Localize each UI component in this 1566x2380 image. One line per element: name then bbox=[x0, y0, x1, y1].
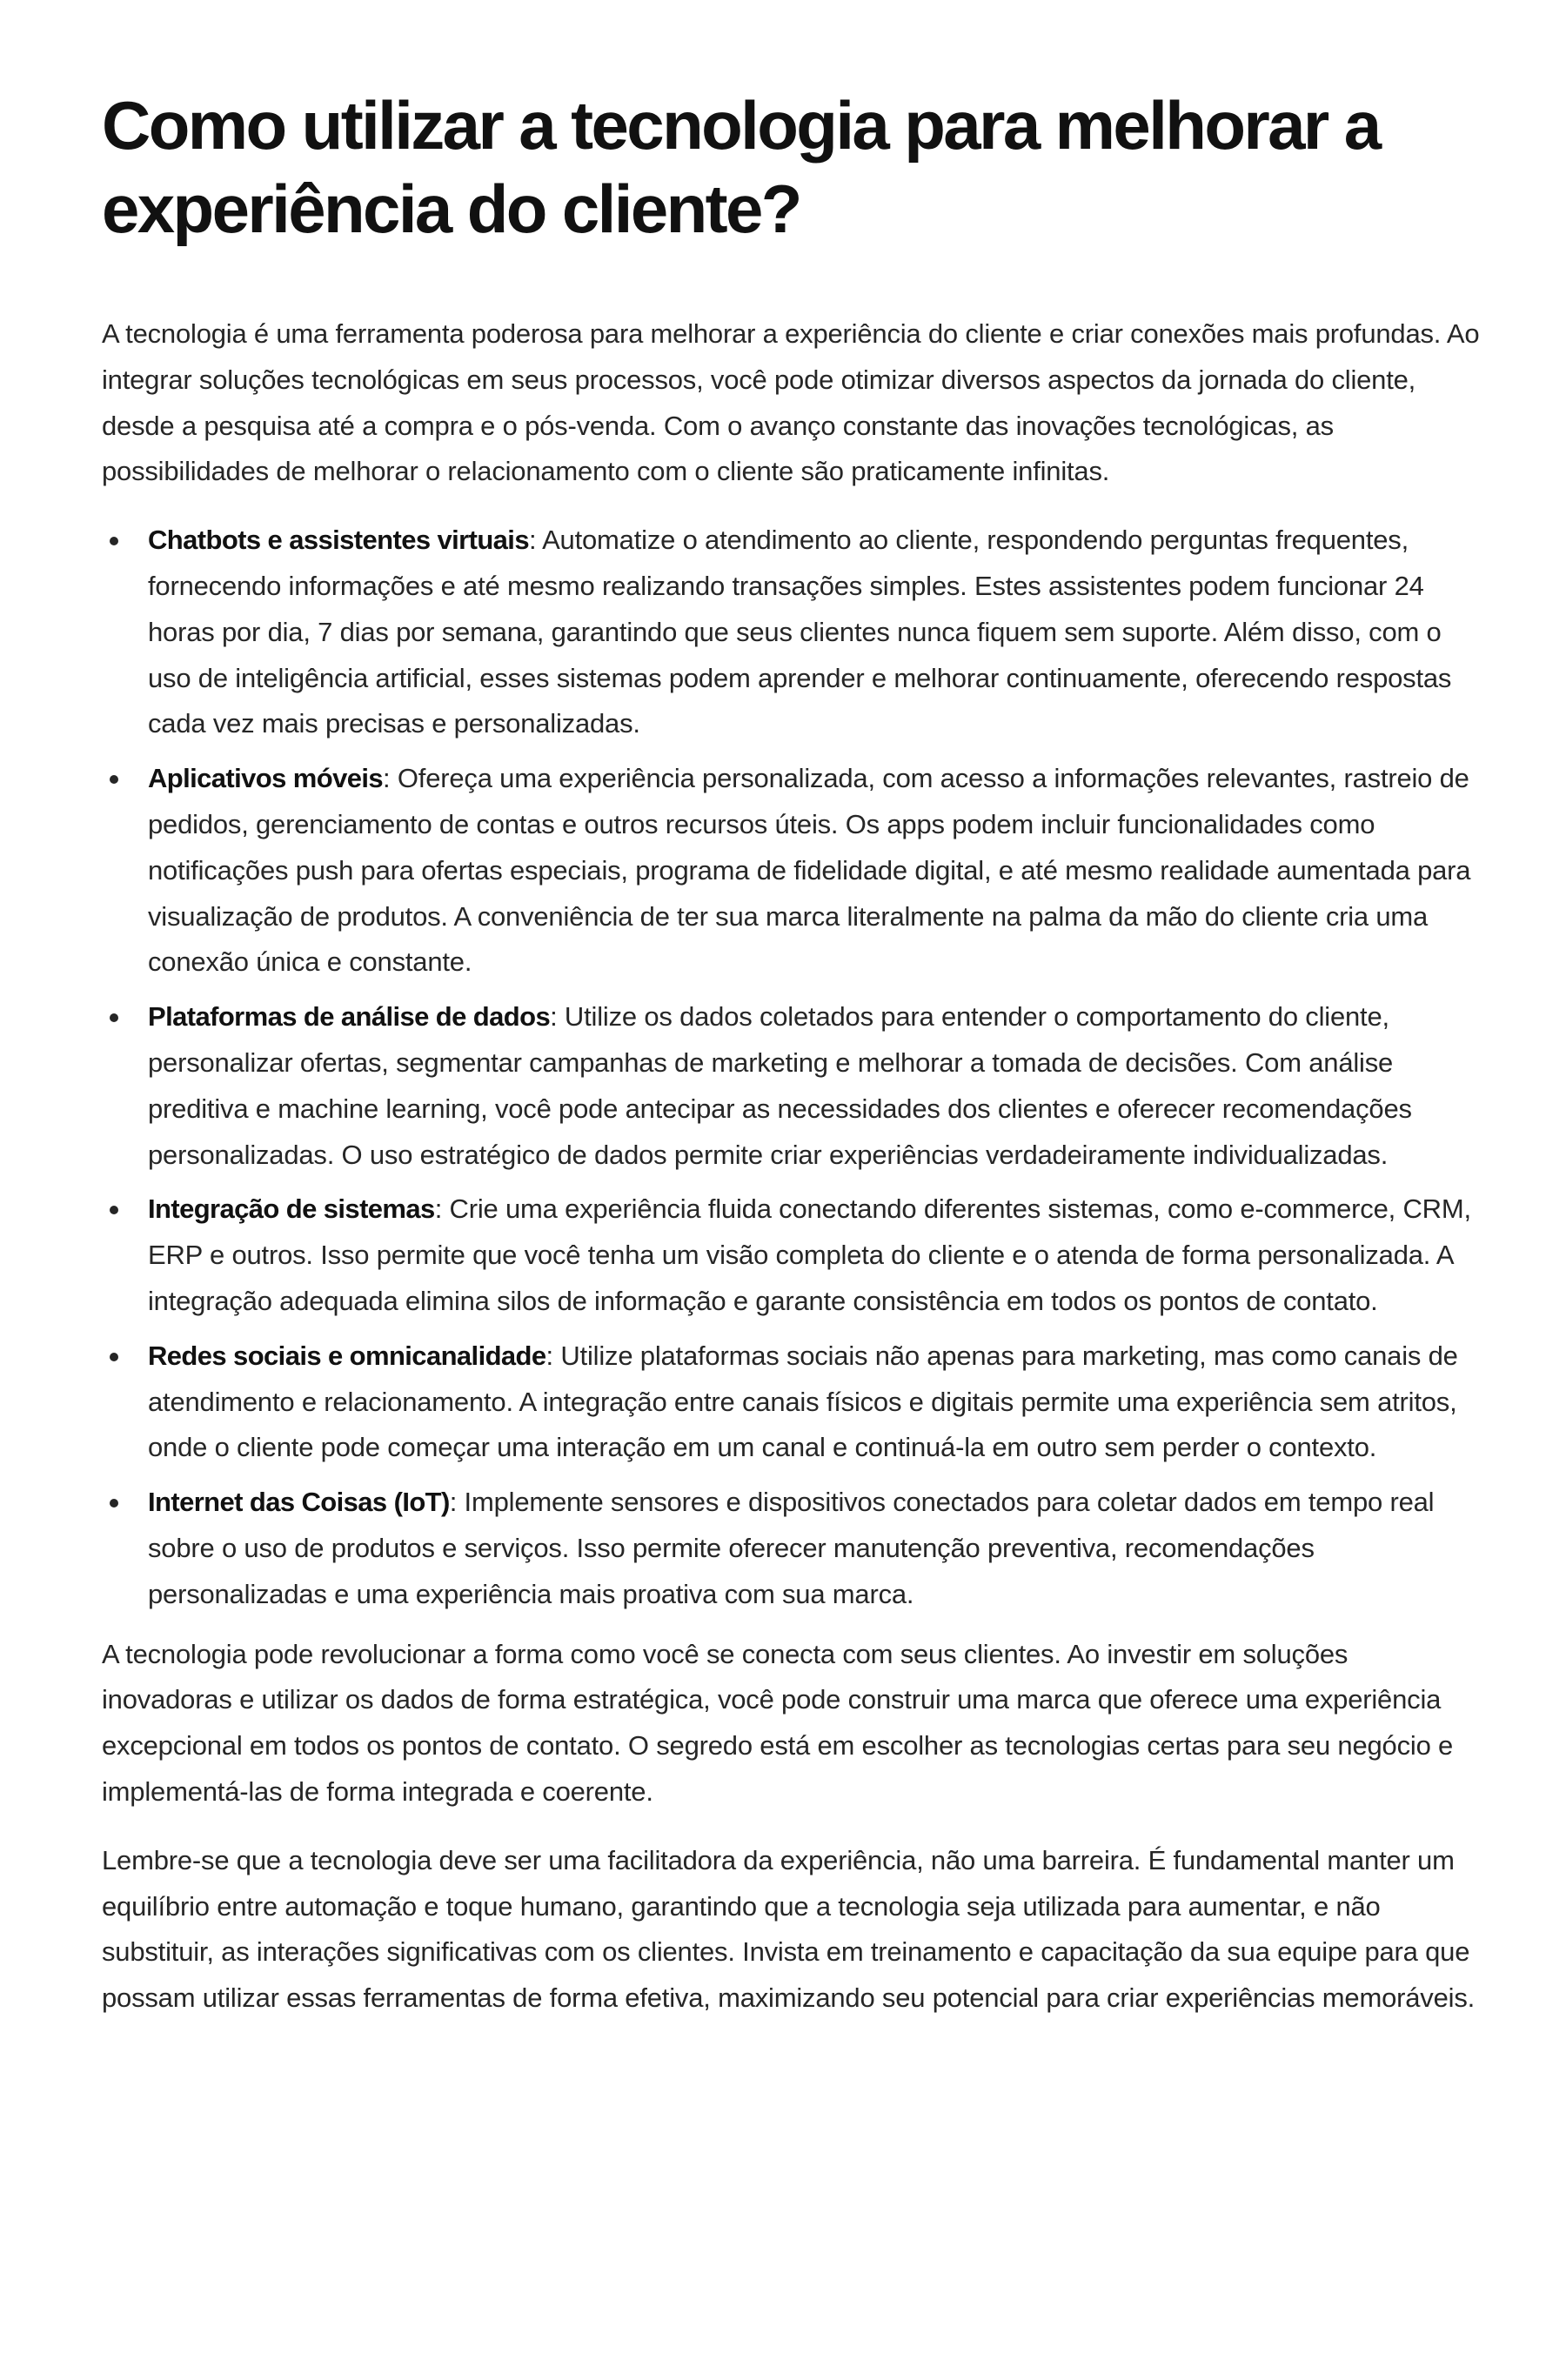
list-item-text: : Automatize o atendimento ao cliente, respondendo perguntas frequentes, fornecendo informações e até mesmo realizando transações simples. Estes assistentes podem funcionar 24 horas por dia, 7 dias por semana, garantindo que seus clientes nunca fiquem sem suporte. Além disso, com o uso de inteligência artificial, esses sistemas podem aprender e melhorar continuamente, oferecendo respostas cada vez mais precisas e personalizadas. bbox=[148, 525, 1452, 739]
list-item bbox=[102, 1187, 1485, 1324]
list-item-text: : Crie uma experiência fluida conectando diferentes sistemas, como e-commerce, CRM, ERP e outros. Isso permite que você tenha um visão completa do cliente e o atenda de forma personalizada. A integração adequada elimina silos de informação e garante consistência em todos os pontos de contato. bbox=[148, 1193, 1471, 1316]
closing-paragraph-1: A tecnologia pode revolucionar a forma como você se conecta com seus clientes. Ao investir em soluções inovadoras e utilizar os dados de forma estratégica, você pode construir uma marca que oferece uma experiência excepcional em todos os pontos de contato. O segredo está em escolher as tecnologias certas para seu negócio e implementá-las de forma integrada e coerente. bbox=[102, 1638, 1454, 1807]
technology-list bbox=[102, 518, 1485, 1617]
list-item bbox=[102, 518, 1485, 747]
list-item-term: Aplicativos móveis bbox=[148, 763, 384, 794]
list-item-text: : Implemente sensores e dispositivos conectados para coletar dados em tempo real sobre o uso de produtos e serviços. Isso permite oferecer manutenção preventiva, recomendações personalizadas e uma experiência mais proativa com sua marca. bbox=[148, 1487, 1435, 1609]
bullet-icon bbox=[110, 1013, 118, 1022]
list-item bbox=[102, 994, 1485, 1178]
bullet-icon bbox=[110, 1353, 118, 1361]
list-item bbox=[102, 756, 1485, 986]
list-item-text: : Ofereça uma experiência personalizada, com acesso a informações relevantes, rastreio de pedidos, gerenciamento de contas e outros recursos úteis. Os apps podem incluir funcionalidades como notificações push para ofertas especiais, programa de fidelidade digital, e até mesmo realidade aumentada para visualização de produtos. A conveniência de ter sua marca literalmente na palma da mão do cliente cria uma conexão única e constante. bbox=[148, 763, 1471, 978]
bullet-icon bbox=[110, 1206, 118, 1214]
list-item-term: Chatbots e assistentes virtuais bbox=[148, 525, 529, 556]
document-page bbox=[102, 84, 1485, 2022]
list-item bbox=[102, 1334, 1485, 1471]
list-item bbox=[102, 1480, 1485, 1617]
list-item-term: Plataformas de análise de dados bbox=[148, 1001, 551, 1033]
list-item-text: : Utilize os dados coletados para entender o comportamento do cliente, personalizar ofertas, segmentar campanhas de marketing e melhorar a tomada de decisões. Com análise preditiva e machine learning, você pode antecipar as necessidades dos clientes e oferecer recomendações personalizadas. O uso estratégico de dados permite criar experiências verdadeiramente individualizadas. bbox=[148, 1001, 1412, 1170]
page-title: Como utilizar a tecnologia para melhorar a experiência do cliente? bbox=[102, 87, 1380, 247]
bullet-icon bbox=[110, 1499, 118, 1508]
bullet-icon bbox=[110, 775, 118, 784]
list-item-term: Redes sociais e omnicanalidade bbox=[148, 1340, 546, 1371]
intro-paragraph: A tecnologia é uma ferramenta poderosa para melhorar a experiência do cliente e criar conexões mais profundas. Ao integrar soluções tecnológicas em seus processos, você pode otimizar diversos aspectos da jornada do cliente, desde a pesquisa até a compra e o pós-venda. Com o avanço constante das inovações tecnológicas, as possibilidades de melhorar o relacionamento com o cliente são praticamente infinitas. bbox=[102, 318, 1480, 487]
list-item-text: : Utilize plataformas sociais não apenas para marketing, mas como canais de atendimento e relacionamento. A integração entre canais físicos e digitais permite uma experiência sem atritos, onde o cliente pode começar uma interação em um canal e continuá-la em outro sem perder o contexto. bbox=[148, 1340, 1458, 1463]
list-item-term: Internet das Coisas (IoT) bbox=[148, 1487, 450, 1518]
list-item-term: Integração de sistemas bbox=[148, 1193, 435, 1225]
closing-paragraph-2: Lembre-se que a tecnologia deve ser uma facilitadora da experiência, não uma barreira. É fundamental manter um equilíbrio entre automação e toque humano, garantindo que a tecnologia seja utilizada para aumentar, e não substituir, as interações significativas com os clientes. Invista em treinamento e capacitação da sua equipe para que possam utilizar essas ferramentas de forma efetiva, maximizando seu potencial para criar experiências memoráveis. bbox=[102, 1844, 1476, 2014]
bullet-icon bbox=[110, 537, 118, 545]
